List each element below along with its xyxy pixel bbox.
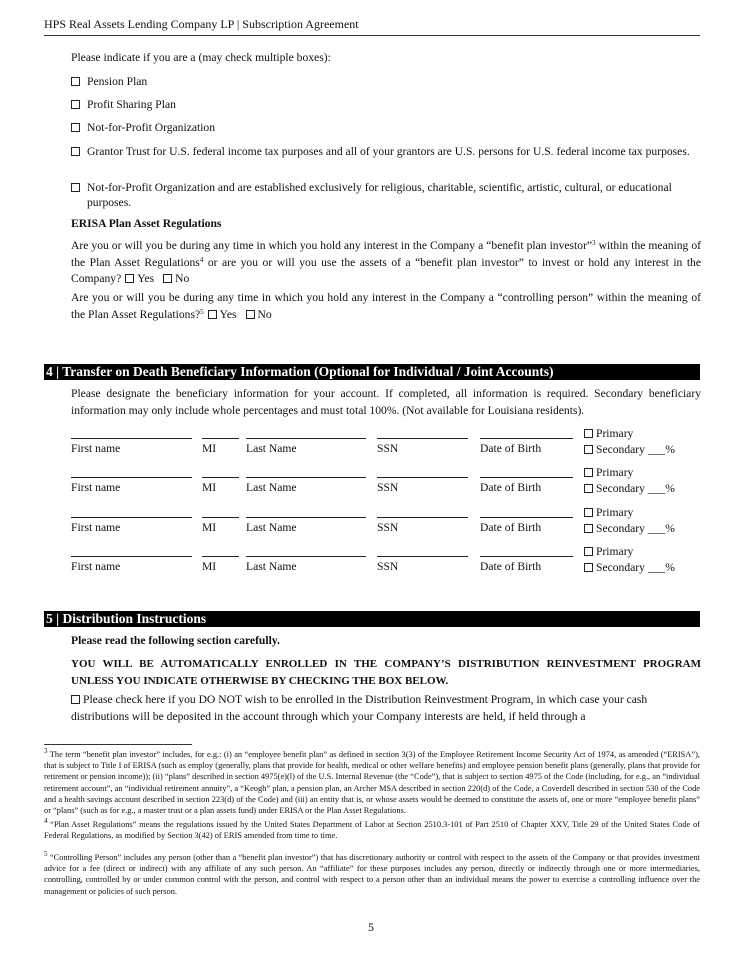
ssn-field[interactable] [377,556,468,557]
footnote-separator [44,744,192,745]
primary-option[interactable]: Primary [584,426,633,442]
drip-optout-checkbox[interactable] [71,695,80,704]
first-name-field[interactable] [71,477,192,478]
checkbox-icon[interactable] [71,123,80,132]
beneficiary-row [71,544,701,580]
checkbox-not-for-profit-exempt[interactable]: Not-for-Profit Organization and are established exclusively for religious, charitable, scientific, artistic, cultural, or educational purposes. [71,180,701,210]
last-name-field[interactable] [246,556,366,557]
checkbox-icon[interactable] [584,429,593,438]
beneficiary-row [71,465,701,501]
first-name-label: First name [71,560,121,573]
q2-yes-label: Yes [219,307,237,321]
checkbox-icon[interactable] [71,183,80,192]
q1-no-checkbox[interactable] [163,274,172,283]
first-name-field[interactable] [71,556,192,557]
dob-label: Date of Birth [480,521,542,534]
drip-optout: Please check here if you DO NOT wish to be enrolled in the Distribution Reinvestment Program, in which case your cash distributions will be deposited in the account through which your Company interests are held, if held through a [71,693,648,723]
checkbox-icon[interactable] [71,147,80,156]
erisa-heading: ERISA Plan Asset Regulations [71,217,222,230]
checkbox-icon[interactable] [584,445,593,454]
mi-label: MI [202,521,217,534]
last-name-field[interactable] [246,477,366,478]
checkbox-icon[interactable] [584,547,593,556]
primary-option[interactable]: Primary [584,505,633,521]
dob-field[interactable] [480,438,573,439]
q1-no-label: No [175,272,190,285]
page-header: HPS Real Assets Lending Company LP | Subscription Agreement [44,17,700,36]
erisa-question-2: Are you or will you be during any time in which you hold any interest in the Company a “controlling person” within the meaning of the Plan Asset Regulations?$^5$ Yes No [71,291,701,321]
dob-label: Date of Birth [480,481,542,494]
first-name-label: First name [71,521,121,534]
ssn-field[interactable] [377,517,468,518]
mi-label: MI [202,442,217,455]
ssn-label: SSN [377,560,399,573]
footnote-4: $^4$ “Plan Asset Regulations” means the regulations issued by the United States Department of Labor at Section 2510.3-101 of Part 2510 of Chapter XXV, Title 29 of the United States Code of Federal Regulations, as modified by Section 3(42) of ERIS amended from time to time. [44,817,701,841]
primary-option[interactable]: Primary [584,544,633,560]
first-name-field[interactable] [71,517,192,518]
last-name-label: Last Name [246,442,297,455]
q1-yes-label: Yes [137,272,155,285]
last-name-field[interactable] [246,438,366,439]
dob-field[interactable] [480,556,573,557]
dob-field[interactable] [480,477,573,478]
checkbox-grantor-trust[interactable]: Grantor Trust for U.S. federal income tax purposes and all of your grantors are U.S. persons for U.S. federal income tax purposes. [71,144,701,159]
first-name-label: First name [71,481,121,494]
mi-field[interactable] [202,517,239,518]
mi-field[interactable] [202,556,239,557]
q1-yes-checkbox[interactable] [125,274,134,283]
ssn-label: SSN [377,521,399,534]
enrollment-notice: YOU WILL BE AUTOMATICALLY ENROLLED IN THE COMPANY’S DISTRIBUTION REINVESTMENT PROGRAM UNLESS YOU INDICATE OTHERWISE BY CHECKING THE BOX BELOW. [71,658,701,687]
q2-yes-checkbox[interactable] [208,310,217,319]
first-name-field[interactable] [71,438,192,439]
checkbox-profit-sharing-plan[interactable]: Profit Sharing Plan [71,97,176,112]
last-name-field[interactable] [246,517,366,518]
mi-field[interactable] [202,438,239,439]
page-number: 5 [368,920,374,934]
last-name-label: Last Name [246,560,297,573]
secondary-option[interactable]: Secondary ___% [584,442,675,458]
footnote-3: $^3$ The term “benefit plan investor” includes, for e.g.: (i) an “employee benefit plan” as defined in section 3(3) of the Employee Retirement Income Security Act of 1974, as amended (“ERISA”), that is subject to Title I of ERISA (such as employ (generally, plans that provide for health, medical or other welfare benefits) and employee pension benefit plans (generally, plans that provide for retirement or pension income)); (ii) “plans” described in section 4975(e)(l) of the U.S. Internal Revenue (the “Code”), that is subject to section 4975 of the Code (including, for e.g., an “individual retirement account”, an “individual retirement annuity”, a “Keogh” plan, a pension plan, an Archer MSA described in section 220(d) of the Code, a Coverdell described in section 530 of the Code and a health savings account described in section 223(d) of the Code) and (iii) an entity that is, or whose assets would be deemed to constitute the assets of, one or more “employee benefit plans” or “plans” (such as for e.g., a master trust or a plan assets fund) under ERISA or the Plan Asset Regulations. [44,747,700,816]
beneficiary-row [71,505,701,541]
section-4-intro: Please designate the beneficiary information for your account. If completed, all information is required. Secondary beneficiary information may only include whole percentages and must total 100%. (Not available for Louisiana residents). [71,387,701,417]
last-name-label: Last Name [246,481,297,494]
section-4-title: 4 | Transfer on Death Beneficiary Information (Optional for Individual / Joint Accounts) [44,364,700,380]
checkbox-icon[interactable] [584,468,593,477]
secondary-option[interactable]: Secondary ___% [584,560,675,576]
checkbox-icon[interactable] [71,77,80,86]
secondary-option[interactable]: Secondary ___% [584,481,675,497]
checkbox-icon[interactable] [584,508,593,517]
q2-no-checkbox[interactable] [246,310,255,319]
checkbox-icon[interactable] [71,100,80,109]
erisa-question-1: Are you or will you be during any time in which you hold any interest in the Company a “benefit plan investor”$^3$ within the meaning of the Plan Asset Regulations$^4$ or are you or will you use the assets of a “benefit plan investor” to invest or hold any interest in the Company? Yes No [71,239,702,285]
dob-label: Date of Birth [480,442,542,455]
ssn-field[interactable] [377,477,468,478]
checkbox-pension-plan[interactable]: Pension Plan [71,74,147,89]
last-name-label: Last Name [246,521,297,534]
first-name-label: First name [71,442,121,455]
checkbox-icon[interactable] [584,563,593,572]
q2-no-label: No [257,307,272,321]
mi-field[interactable] [202,477,239,478]
ssn-label: SSN [377,442,399,455]
mi-label: MI [202,560,217,573]
section-5-title: 5 | Distribution Instructions [44,611,700,627]
dob-label: Date of Birth [480,560,542,573]
primary-option[interactable]: Primary [584,465,633,481]
checkbox-icon[interactable] [584,484,593,493]
ssn-label: SSN [377,481,399,494]
investor-type-prompt: Please indicate if you are a (may check multiple boxes): [71,51,331,64]
beneficiary-row [71,426,701,462]
checkbox-icon[interactable] [584,524,593,533]
secondary-option[interactable]: Secondary ___% [584,521,675,537]
checkbox-not-for-profit[interactable]: Not-for-Profit Organization [71,120,215,135]
ssn-field[interactable] [377,438,468,439]
dob-field[interactable] [480,517,573,518]
footnote-5: $^5$ “Controlling Person” includes any person (other than a “benefit plan investor”) that has discretionary authority or control with respect to the assets of the Company or that provides investment advice for a fee (direct or indirect) with any affiliate of any such person. An “affiliate” for these purposes includes any person, directly or indirectly through one or more intermediaries, controlling, controlled by or under common control with the person, and control with respect to a person other than an individual means the power to exercise a controlling influence over the management or policies of such person. [44,850,700,896]
read-carefully: Please read the following section carefully. [71,634,280,647]
mi-label: MI [202,481,217,494]
